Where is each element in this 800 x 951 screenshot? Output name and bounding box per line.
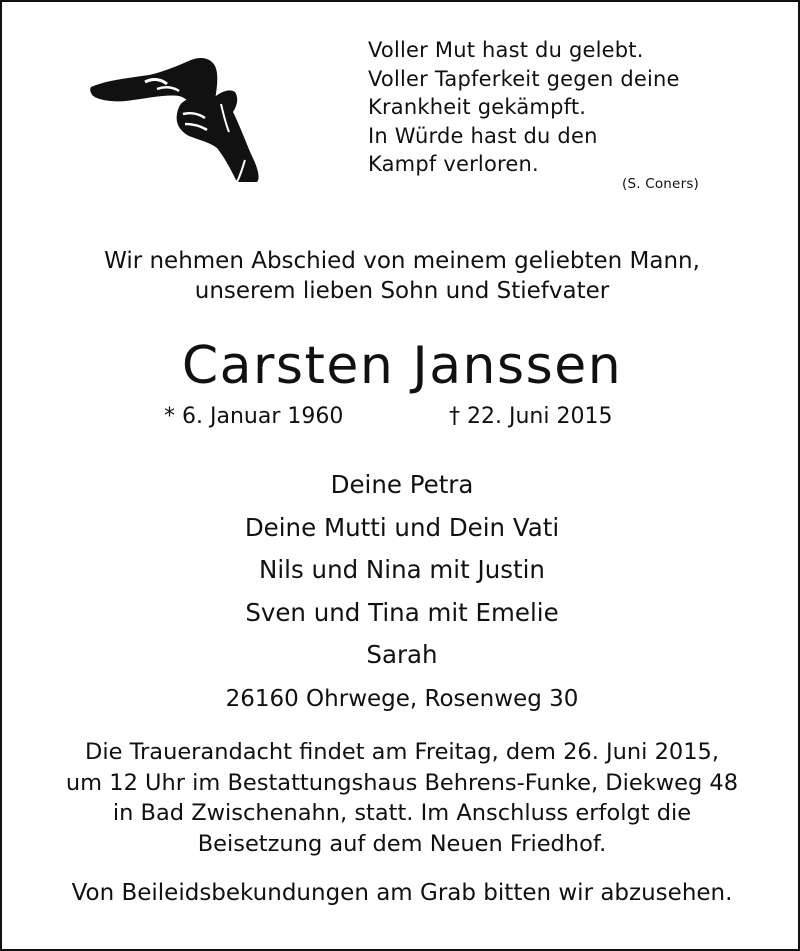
service-line: Beisetzung auf dem Neuen Friedhof. xyxy=(197,830,607,857)
mourners-list xyxy=(2,464,800,677)
condolence-request: Von Beileidsbekundungen am Grab bitten wir abzusehen. xyxy=(71,880,733,906)
poem-line: Voller Mut hast du gelebt. xyxy=(368,38,644,62)
poem-author: (S. Coners) xyxy=(622,176,700,192)
mourner-entry: Sarah xyxy=(366,640,438,669)
service-line: um 12 Uhr im Bestattungshaus Behrens-Funke, Diekweg 48 xyxy=(65,769,739,796)
mourner-entry: Deine Petra xyxy=(330,470,474,499)
poem-line: Kampf verloren. xyxy=(368,152,539,176)
deceased-name: Carsten Janssen xyxy=(181,336,623,396)
service-details xyxy=(2,737,800,859)
service-line: in Bad Zwischenahn, statt. Im Anschluss erfolgt die xyxy=(112,800,692,826)
farewell-intro xyxy=(2,246,800,306)
holding-hands-icon xyxy=(87,42,262,182)
poem xyxy=(368,36,768,179)
birth-date: * 6. Januar 1960 xyxy=(164,404,344,429)
family-address: 26160 Ohrwege, Rosenweg 30 xyxy=(225,686,579,712)
mourner-entry: Sven und Tina mit Emelie xyxy=(245,597,559,627)
poem-line: Krankheit gekämpft. xyxy=(368,95,587,119)
death-date: † 22. Juni 2015 xyxy=(449,404,613,429)
service-line: Die Trauerandacht findet am Freitag, dem 26. Juni 2015, xyxy=(85,739,719,765)
intro-line: unserem lieben Sohn und Stiefvater xyxy=(194,278,610,304)
intro-line: Wir nehmen Abschied von meinem geliebten Mann, xyxy=(104,248,700,274)
mourner-entry: Nils und Nina mit Justin xyxy=(259,555,545,584)
mourner-entry: Deine Mutti und Dein Vati xyxy=(244,512,560,542)
poem-line: In Würde hast du den xyxy=(368,123,598,148)
poem-line: Voller Tapferkeit gegen deine xyxy=(368,66,680,91)
